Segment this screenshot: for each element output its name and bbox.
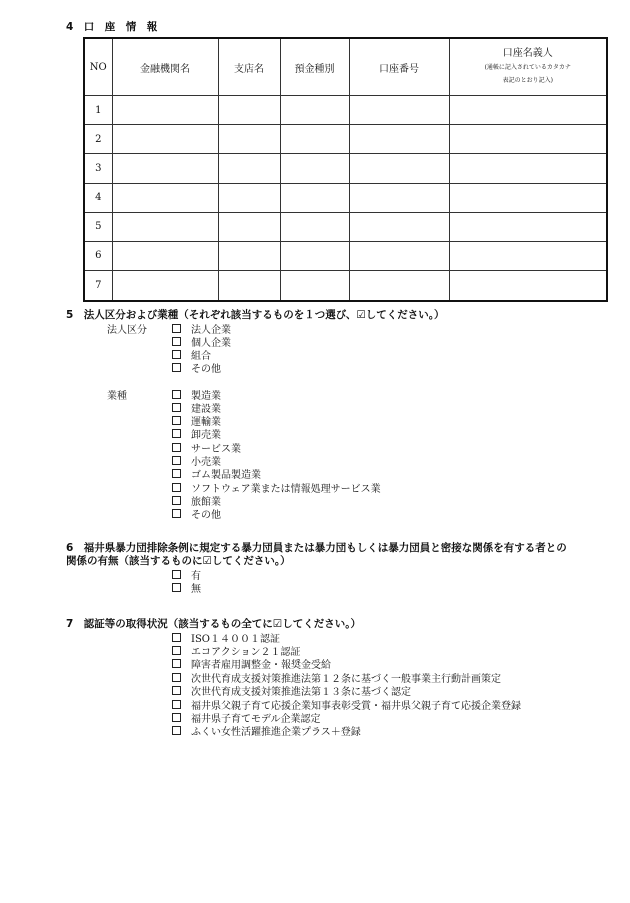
industry-option[interactable]: ソフトウェア業または情報処理サービス業 [172,480,381,495]
checkbox[interactable] [172,726,181,735]
certification-option[interactable]: 次世代育成支援対策推進法第１２条に基づく一般事業主行動計画策定 [172,670,501,685]
industry-option[interactable]: 製造業 [172,387,221,402]
row-number: 2 [84,125,112,154]
deposit-type-cell[interactable] [280,96,349,125]
certification-option[interactable]: エコアクション２１認証 [172,643,301,658]
deposit-type-cell[interactable] [280,212,349,241]
header-deposit-type: 預金種別 [280,38,349,96]
branch-cell[interactable] [218,212,280,241]
checkbox[interactable] [172,324,181,333]
checkbox[interactable] [172,496,181,505]
account-holder-cell[interactable] [449,96,607,125]
bank-name-cell[interactable] [112,125,218,154]
corp-option[interactable]: 個人企業 [172,334,231,349]
section6-title-line2: 関係の有無（該当するものに☑してください。） [66,555,291,567]
account-number-cell[interactable] [349,271,449,301]
industry-option[interactable]: その他 [172,506,221,521]
industry-label: 業種 [107,391,127,402]
industry-option[interactable]: 小売業 [172,453,221,468]
branch-cell[interactable] [218,154,280,183]
corp-option[interactable]: その他 [172,360,221,375]
checkbox[interactable] [172,509,181,518]
checkbox[interactable] [172,469,181,478]
checkbox[interactable] [172,416,181,425]
certification-option[interactable]: ふくい女性活躍推進企業プラス＋登録 [172,723,361,738]
checkbox[interactable] [172,443,181,452]
bank-name-cell[interactable] [112,154,218,183]
account-info-table [83,37,608,302]
branch-cell[interactable] [218,241,280,270]
bank-name-cell[interactable] [112,212,218,241]
checkbox[interactable] [172,633,181,642]
checkbox[interactable] [172,363,181,372]
table-row [84,125,607,154]
checkbox[interactable] [172,646,181,655]
certification-option[interactable]: ISO１４００１認証 [172,630,280,645]
deposit-type-cell[interactable] [280,241,349,270]
deposit-type-cell[interactable] [280,183,349,212]
deposit-type-cell[interactable] [280,154,349,183]
checkbox[interactable] [172,700,181,709]
corp-category-label: 法人区分 [107,325,147,336]
table-row [84,96,607,125]
industry-option[interactable]: 運輸業 [172,413,221,428]
holder-note-2: 表記のとおり記入) [502,77,553,84]
account-number-cell[interactable] [349,96,449,125]
checkbox[interactable] [172,390,181,399]
industry-option[interactable]: 建設業 [172,400,221,415]
header-bank-name: 金融機関名 [112,38,218,96]
table-row [84,271,607,301]
section5-title: 5 法人区分および業種（それぞれ該当するものを１つ選び、☑してください。） [66,309,445,321]
section6-title-line1: 6 福井県暴力団排除条例に規定する暴力団員または暴力団もしくは暴力団員と密接な関係を有する者との [66,542,567,554]
deposit-type-cell[interactable] [280,271,349,301]
checkbox[interactable] [172,583,181,592]
certification-option[interactable]: 福井県子育てモデル企業認定 [172,710,321,725]
section7-title: 7 認証等の取得状況（該当するもの全てに☑してください。） [66,618,361,630]
deposit-type-cell[interactable] [280,125,349,154]
bank-name-cell[interactable] [112,271,218,301]
relation-option[interactable]: 無 [172,580,201,595]
row-number: 3 [84,154,112,183]
header-account-number: 口座番号 [349,38,449,96]
certification-option[interactable]: 障害者雇用調整金・報奨金受給 [172,656,331,671]
industry-option[interactable]: サービス業 [172,440,241,455]
account-holder-cell[interactable] [449,183,607,212]
row-number: 6 [84,241,112,270]
checkbox[interactable] [172,483,181,492]
branch-cell[interactable] [218,271,280,301]
header-branch: 支店名 [218,38,280,96]
account-number-cell[interactable] [349,241,449,270]
checkbox[interactable] [172,713,181,722]
checkbox[interactable] [172,337,181,346]
table-row [84,154,607,183]
account-holder-cell[interactable] [449,271,607,301]
checkbox[interactable] [172,673,181,682]
certification-option[interactable]: 次世代育成支援対策推進法第１３条に基づく認定 [172,683,411,698]
section4-title: 4 口 座 情 報 [66,21,158,33]
account-holder-cell[interactable] [449,212,607,241]
bank-name-cell[interactable] [112,96,218,125]
table-header-row [84,38,607,96]
industry-option[interactable]: 旅館業 [172,493,221,508]
account-holder-cell[interactable] [449,154,607,183]
holder-title: 口座名義人 [502,48,553,60]
row-number: 4 [84,183,112,212]
holder-note-1: (通帳に記入されているカタカナ [484,64,571,72]
account-number-cell[interactable] [349,183,449,212]
account-number-cell[interactable] [349,212,449,241]
row-number: 7 [84,271,112,301]
bank-name-cell[interactable] [112,183,218,212]
corp-option[interactable]: 組合 [172,347,211,362]
table-row [84,212,607,241]
branch-cell[interactable] [218,96,280,125]
industry-option[interactable]: ゴム製品製造業 [172,466,261,481]
corp-option[interactable]: 法人企業 [172,321,231,336]
table-row [84,241,607,270]
row-number: 5 [84,212,112,241]
checkbox[interactable] [172,403,181,412]
checkbox[interactable] [172,659,181,668]
checkbox[interactable] [172,686,181,695]
checkbox[interactable] [172,456,181,465]
account-number-cell[interactable] [349,154,449,183]
header-account-holder [449,38,607,96]
relation-option[interactable]: 有 [172,567,201,582]
account-number-cell[interactable] [349,125,449,154]
checkbox[interactable] [172,429,181,438]
account-holder-cell[interactable] [449,241,607,270]
branch-cell[interactable] [218,125,280,154]
header-no: NO [84,38,112,96]
checkbox[interactable] [172,350,181,359]
checkbox[interactable] [172,570,181,579]
table-row [84,183,607,212]
row-number: 1 [84,96,112,125]
certification-option[interactable]: 福井県父親子育て応援企業知事表彰受賞・福井県父親子育て応援企業登録 [172,697,521,712]
bank-name-cell[interactable] [112,241,218,270]
industry-option[interactable]: 卸売業 [172,426,221,441]
account-holder-cell[interactable] [449,125,607,154]
branch-cell[interactable] [218,183,280,212]
